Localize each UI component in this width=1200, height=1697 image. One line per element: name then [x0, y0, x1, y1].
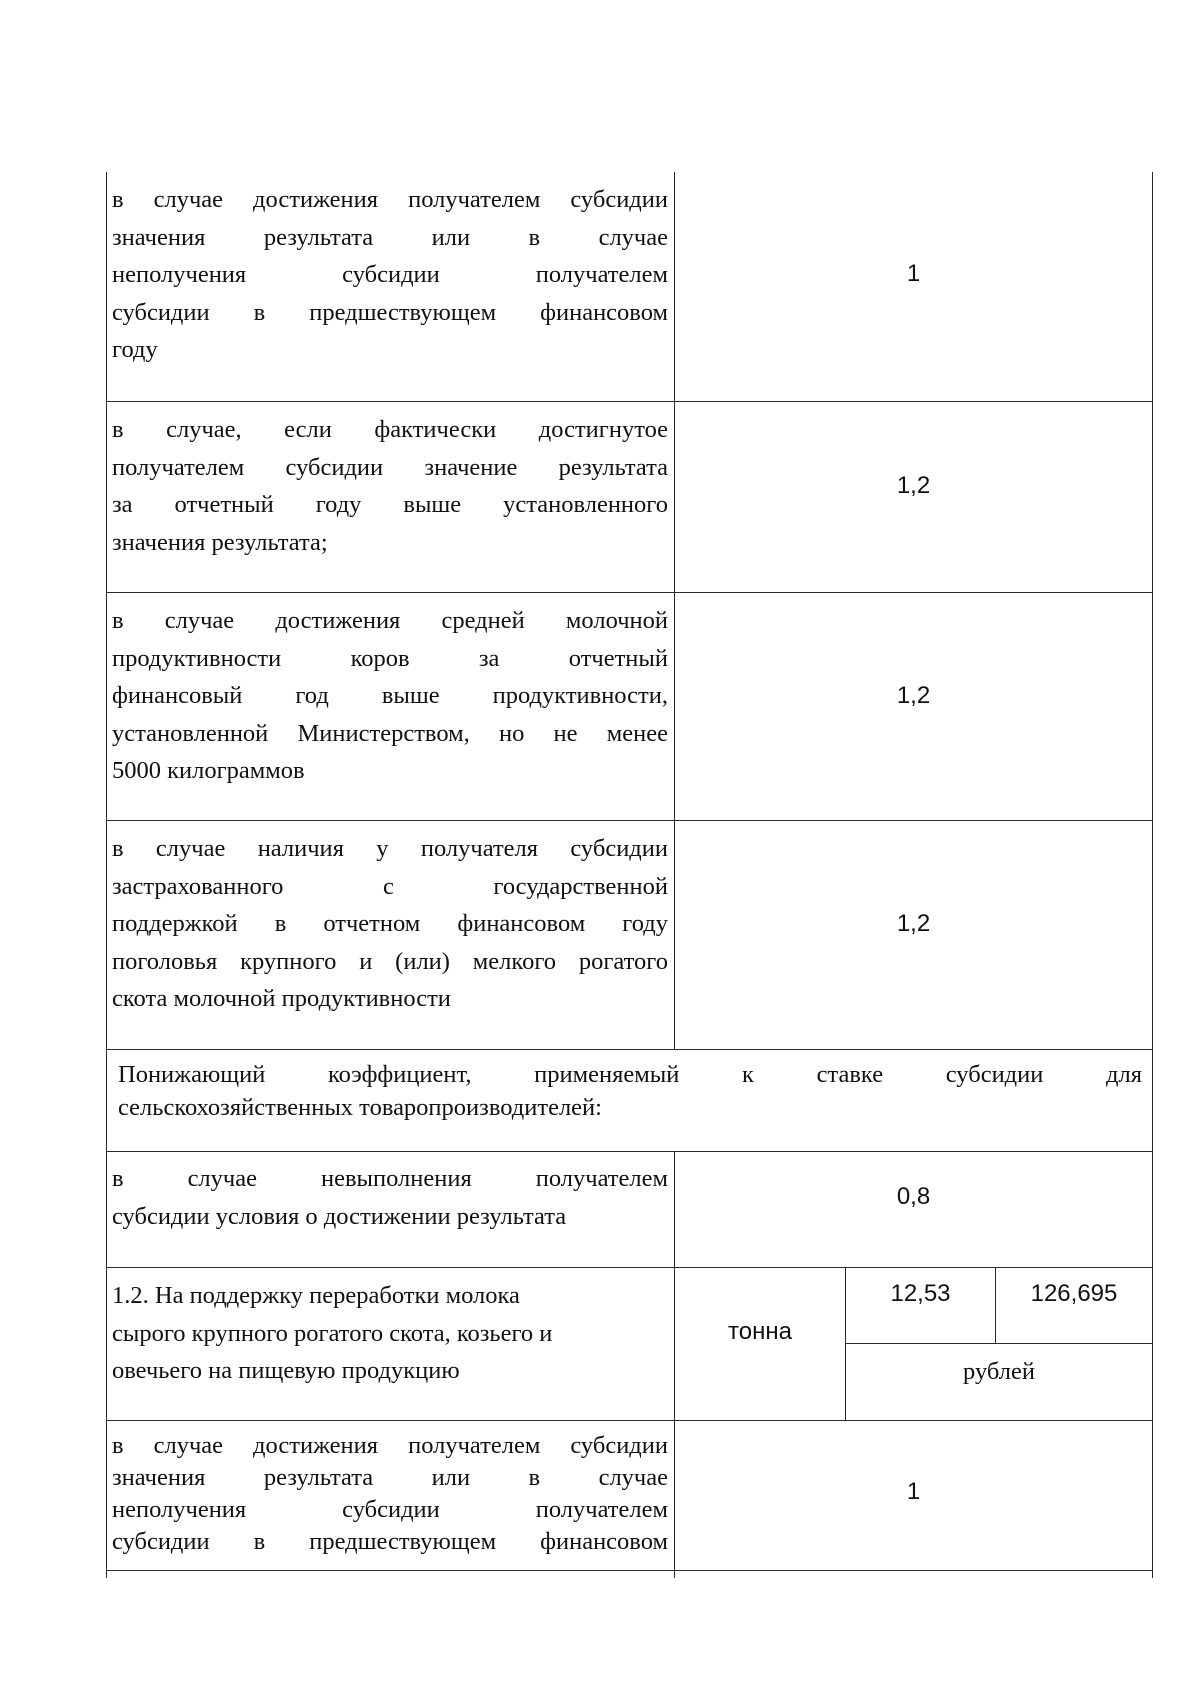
column-divider [674, 1151, 675, 1578]
text-line: в случае наличия у получателя субсидии [112, 835, 668, 862]
text-line: неполучения субсидии получателем [112, 261, 668, 288]
text-line: сырого крупного рогатого скота, козьего и [112, 1319, 553, 1347]
currency-label: рублей [963, 1358, 1035, 1385]
coefficient-value: 1,2 [896, 472, 931, 499]
condition-text [112, 1430, 668, 1558]
coefficient-value: 1,2 [896, 682, 931, 709]
text-line: субсидии в предшествующем финансовом [112, 298, 668, 326]
condition-text [112, 411, 668, 561]
coefficient-value: 1,2 [896, 910, 931, 937]
text-line: поголовья крупного и (или) мелкого рогатого [112, 947, 668, 975]
row-divider [106, 1049, 1153, 1050]
condition-text [112, 602, 668, 790]
coefficient-value: 1 [906, 260, 921, 287]
row-divider [845, 1343, 1153, 1344]
row-divider [106, 820, 1153, 821]
text-line: Понижающий коэффициент, применяемый к ставке субсидии для [118, 1061, 1142, 1088]
text-line: установленной Министерством, но не менее [112, 719, 668, 747]
table-border-left [106, 172, 107, 1578]
text-line: овечьего на пищевую продукцию [112, 1357, 460, 1384]
text-line: 1.2. На поддержку переработки молока [112, 1282, 520, 1309]
row-divider [106, 401, 1153, 402]
text-line: сельскохозяйственных товаропроизводителей: [118, 1094, 602, 1121]
rate-value: 126,695 [1030, 1280, 1118, 1307]
condition-text [112, 830, 668, 1018]
text-line: скота молочной продуктивности [112, 985, 451, 1012]
text-line: значения результата или в случае [112, 1464, 668, 1491]
text-line: в случае достижения получателем субсидии [112, 186, 668, 213]
text-line: продуктивности коров за отчетный [112, 644, 668, 672]
text-line: субсидии в предшествующем финансовом [112, 1528, 668, 1555]
text-line: значения результата или в случае [112, 223, 668, 251]
text-line: получателем субсидии значение результата [112, 453, 668, 481]
table-border-bottom [106, 1570, 1153, 1571]
text-line: в случае невыполнения получателем [112, 1165, 668, 1192]
condition-text [112, 1160, 668, 1235]
row-divider [106, 1267, 1153, 1268]
text-line: в случае достижения средней молочной [112, 607, 668, 634]
condition-text [112, 181, 668, 369]
text-line: застрахованного с государственной [112, 872, 668, 900]
text-line: финансовый год выше продуктивности, [112, 682, 668, 709]
text-line: в случае достижения получателем субсидии [112, 1432, 668, 1459]
row-divider [106, 1151, 1153, 1152]
text-line: году [112, 336, 158, 363]
lowering-coefficient-header [118, 1058, 1142, 1124]
text-line: субсидии условия о достижении результата [112, 1202, 567, 1230]
text-line: 5000 килограммов [112, 757, 305, 784]
rate-value: 12,53 [890, 1280, 951, 1307]
coefficient-value: 0,8 [896, 1183, 931, 1210]
text-line: в случае, если фактически достигнутое [112, 416, 668, 443]
row-divider [106, 1420, 1153, 1421]
row-divider [106, 592, 1153, 593]
text-line: за отчетный году выше установленного [112, 491, 668, 518]
section-1-2-title [112, 1277, 668, 1390]
text-line: неполучения субсидии получателем [112, 1496, 668, 1523]
table-border-right [1152, 172, 1153, 1578]
text-line: поддержкой в отчетном финансовом году [112, 910, 668, 937]
unit-label: тонна [728, 1318, 792, 1345]
coefficient-value: 1 [906, 1478, 921, 1505]
text-line: значения результата; [112, 528, 328, 556]
